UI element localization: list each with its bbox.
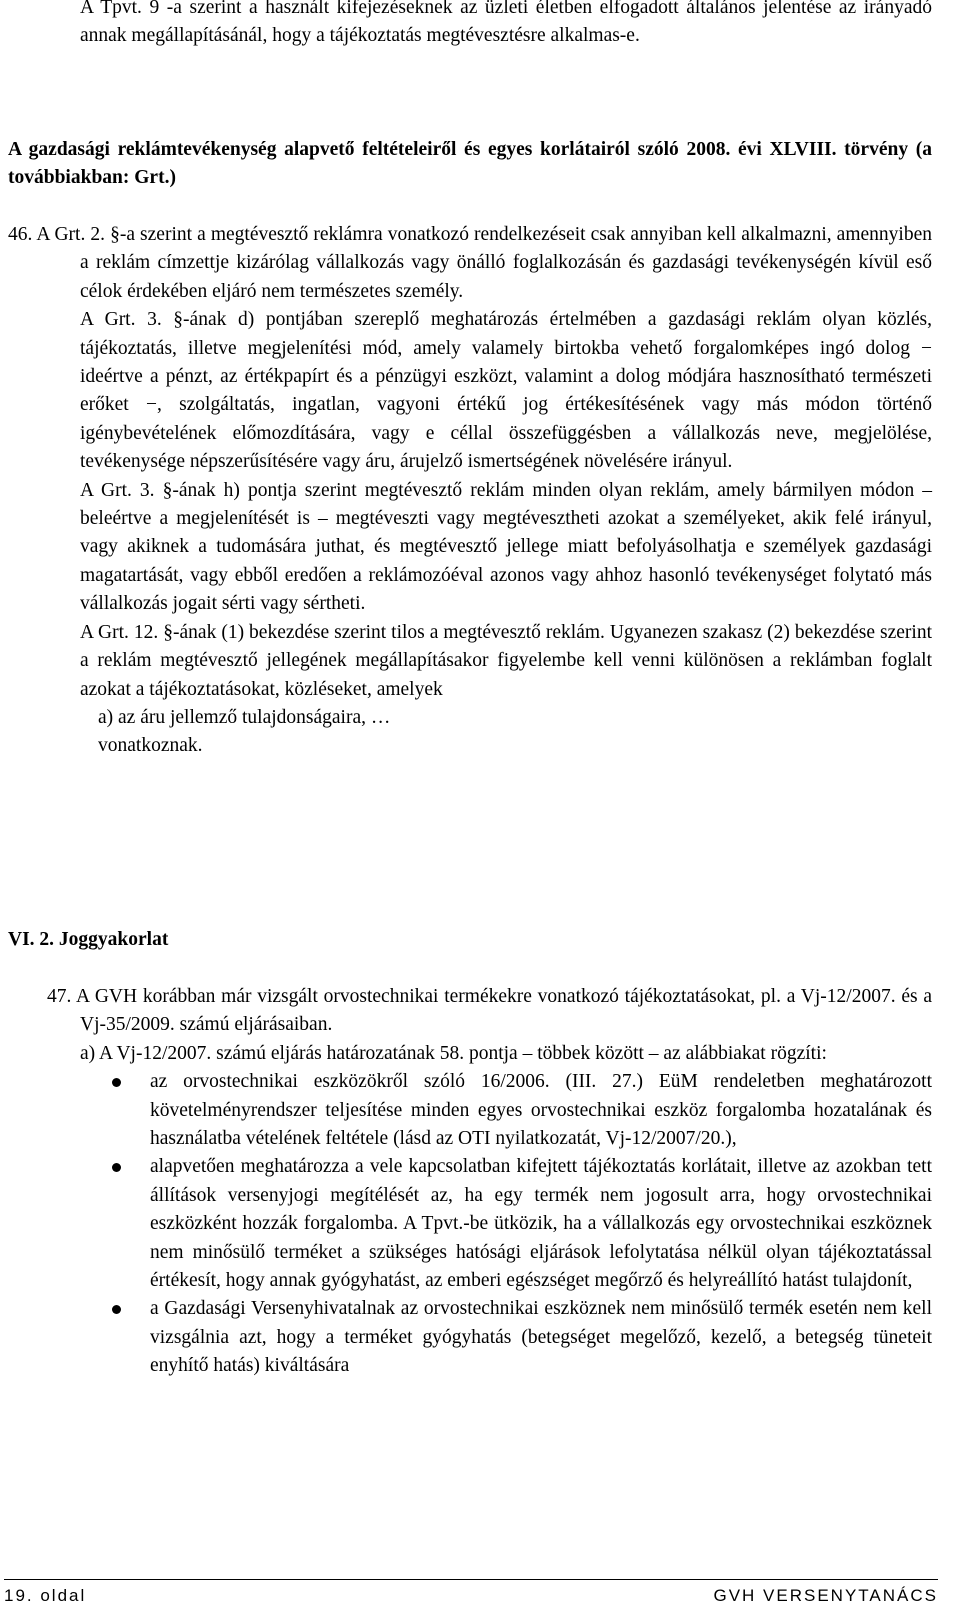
para47-bullet-list [47, 1068, 932, 1380]
page-footer [4, 1579, 938, 1614]
bullet-item: a Gazdasági Versenyhivatalnak az orvostechnikai eszköznek nem minősülő termék esetén nem kell vizsgálnia azt, hogy a terméket gyógyhatás (betegséget megelőző, kezelő, a betegség tüneteit enyhítő hatás) kiváltására [150, 1295, 932, 1380]
para47-item-a: a) A Vj-12/2007. számú eljárás határozatának 58. pontja – többek között – az alábbiakat rögzíti: [80, 1042, 827, 1064]
para46-item-a: a) az áru jellemző tulajdonságaira, … [98, 706, 391, 728]
bullet-item: az orvostechnikai eszközökről szóló 16/2006. (III. 27.) EüM rendeletben meghatározott követelményrendszer teljesítése minden egyes orvostechnikai eszköz forgalomba hozatalának és használatba vételének feltétele (lásd az OTI nyilatkozatát, Vj-12/2007/20.), [150, 1068, 932, 1153]
para46-intro: 46. A Grt. 2. §-a szerint a megtévesztő reklámra vonatkozó rendelkezéseit csak annyiban kell alkalmazni, amennyiben a reklám címzettje kizárólag vállalkozás vagy önálló foglalkozásán és gazdasági tevékenységén kívül eső célok érdekében eljáró nem természetes személy. [8, 224, 932, 302]
grt-heading: A gazdasági reklámtevékenység alapvető feltételeiről és egyes korlátairól szóló 2008. évi XLVIII. törvény (a továbbiakban: Grt.) [8, 139, 932, 189]
para46-closing: vonatkoznak. [98, 735, 203, 757]
para47-intro: 47. A GVH korábban már vizsgált orvostechnikai termékekre vonatkozó tájékoztatásokat, pl. a Vj-12/2007. és a Vj-35/2009. számú eljárásaiban. [47, 986, 932, 1036]
page-number: 19. oldal [4, 1586, 87, 1605]
paragraph-46 [8, 221, 932, 761]
para46-misleading: A Grt. 3. §-ának h) pontja szerint megtévesztő reklám minden olyan reklám, amely bármilyen módon – beleértve a megjelenítését is – megtéveszti vagy megtévesztheti azokat a személyeket, akik felé irányul, vagy akiknek a tudomására juthat, és megtévesztő jellege miatt befolyásolhatja e személyek gazdasági magatartását, vagy ebből eredően a reklámozóéval azonos vagy ahhoz hasonló tevékenységet folytató más vállalkozás jogait sérti vagy sértheti. [80, 479, 932, 615]
paragraph-47 [47, 983, 932, 1381]
top-paragraph: A Tpvt. 9 -a szerint a használt kifejezéseknek az üzleti életben elfogadott általános jelentése az irányadó annak megállapításánál, hogy a tájékoztatás megtévesztésre alkalmas-e. [80, 0, 932, 47]
organization-name: GVH VERSENYTANÁCS [713, 1586, 938, 1605]
bullet-item: alapvetően meghatározza a vele kapcsolatban kifejtett tájékoztatás korlátait, illetve az azokban tett állítások versenyjogi megítélését az, ha egy termék nem jogosult arra, hogy orvostechnikai eszközként hozzák forgalomba. A Tpvt.-be ütközik, ha a vállalkozás egy orvostechnikai eszköznek nem minősülő terméket a szükséges hatósági eljárások lefolytatása nélkül olyan tájékoztatással értékesít, hogy annak gyógyhatást, az emberi egészséget megőrző és helyreállító hatást tulajdonít, [150, 1153, 932, 1295]
para46-prohibition: A Grt. 12. §-ának (1) bekezdése szerint tilos a megtévesztő reklám. Ugyanezen szakasz (2) bekezdése szerint a reklám megtévesztő jellegének megállapításakor figyelembe kell venni különösen a reklámban foglalt azokat a tájékoztatásokat, közléseket, amelyek [80, 621, 932, 700]
para46-definition: A Grt. 3. §-ának d) pontjában szereplő meghatározás értelmében a gazdasági reklám olyan közlés, tájékoztatás, illetve megjelenítési mód, amely valamely birtokba vehető forgalomképes ingó dolog − ideértve a pénzt, az értékpapírt és a pénzügyi eszközt, valamint a dolog módjára hasznosítható természeti erőket −, szolgáltatás, ingatlan, vagyoni értékű jog értékesítésének vagy más módon történő igénybevételének előmozdítására, vagy e céllal összefüggésben a vállalkozás neve, megjelölése, tevékenysége népszerűsítésére vagy áru, árujelző ismertségének növelésére irányul. [80, 309, 932, 473]
section-heading: VI. 2. Joggyakorlat [8, 929, 169, 950]
